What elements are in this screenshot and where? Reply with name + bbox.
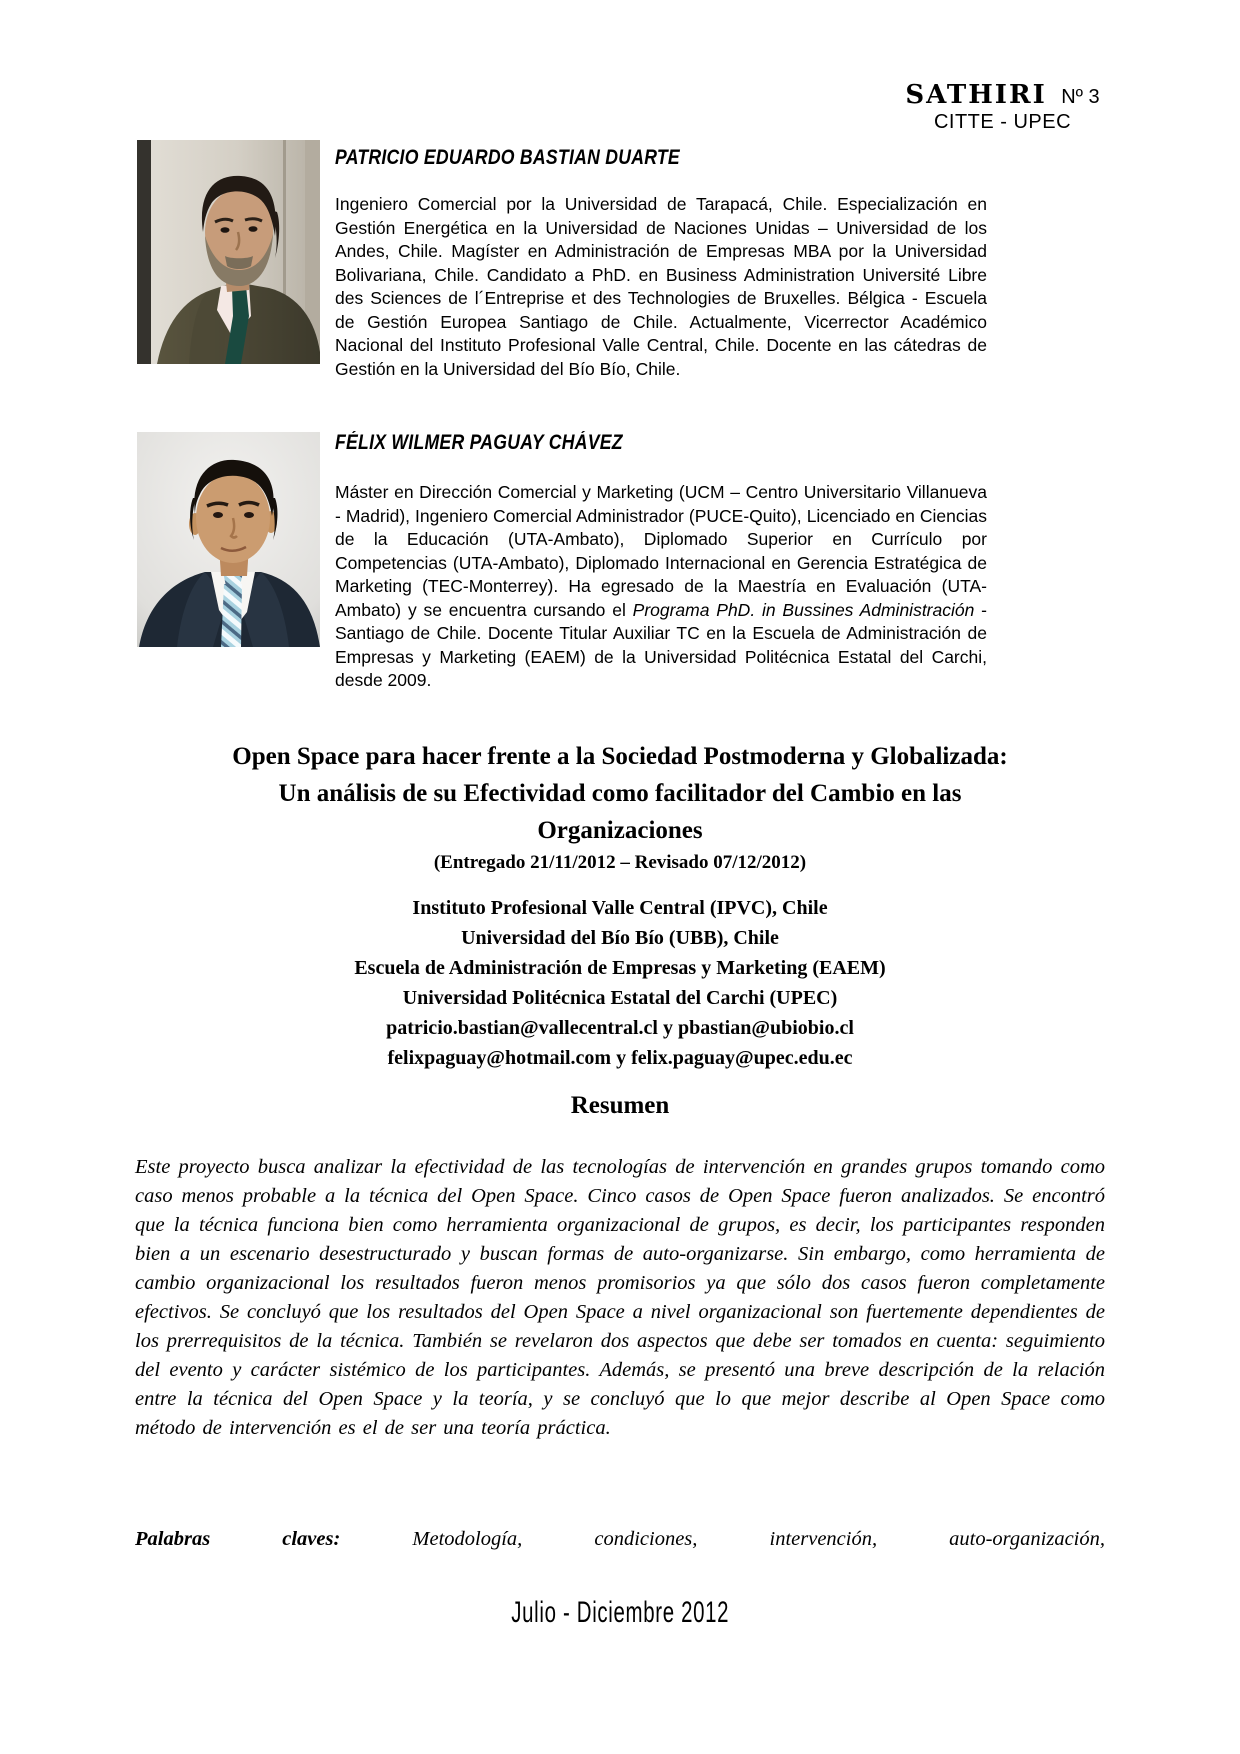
article-title-block [135,738,1105,874]
footer-issue-period: Julio - Diciembre 2012 [511,1596,729,1629]
portrait-man-navy-suit-striped-tie [137,432,320,647]
article-title-line3: Organizaciones [537,817,703,844]
bio-text-part1: Máster en Dirección Comercial y Marketing (UCM – Centro Universitario Villanueva - Madrid), Ingeniero Comercial Administrador (PUCE-Quito), Licenciado en Ciencias de la Educación (UTA-Ambato), Diplomado Superior en Currículo por Competencias (UTA-Ambato), Diplomado Internacional en Gerencia Estratégica de Marketing (TEC-Monterrey). Ha egresado de la Maestría en Evaluación (UTA-Ambato) y se encuentra cursando el [335,482,987,620]
affiliation-ubb: Universidad del Bío Bío (UBB), Chile [461,927,779,949]
article-title [135,738,1105,849]
page-footer [0,1596,1240,1630]
journal-masthead [900,80,1105,134]
affiliation-upec: Universidad Politécnica Estatal del Carchi (UPEC) [402,987,838,1009]
author-name-patricio: PATRICIO EDUARDO BASTIAN DUARTE [335,146,680,169]
affiliations-block [135,893,1105,1073]
keywords-line [135,1528,1105,1551]
abstract-heading: Resumen [570,1092,670,1119]
author-photo-felix [137,432,320,647]
author-photo-patricio [137,140,320,364]
keywords-label: Palabras claves: [135,1528,341,1550]
journal-issue-number: Nº 3 [1061,86,1100,108]
author-name-felix: FÉLIX WILMER PAGUAY CHÁVEZ [335,431,623,454]
keywords-text: Metodología, condiciones, intervención, auto-organización, [412,1528,1105,1550]
bio-text-part2: - Santiago de Chile. Docente Titular Auxiliar TC en la Escuela de Administración de Empresas y Marketing (EAEM) de la Universidad Politécnica Estatal del Carchi, desde 2009. [335,599,987,690]
journal-title-line [900,80,1105,110]
affiliation-eaem: Escuela de Administración de Empresas y Marketing (EAEM) [354,957,886,979]
submission-dates: (Entregado 21/11/2012 – Revisado 07/12/2012) [433,852,807,873]
author-bio-patricio: Ingeniero Comercial por la Universidad de Tarapacá, Chile. Especialización en Gestión Energética en la Universidad de Naciones Unidas – Universidad de los Andes, Chile. Magíster en Administración de Empresas MBA por la Universidad Bolivariana, Chile. Candidato a PhD. en Business Administration Université Libre des Sciences de l´Entreprise et des Technologies de Bruxelles. Bélgica - Escuela de Gestión Europea Santiago de Chile. Actualmente, Vicerrector Académico Nacional del Instituto Profesional Valle Central, Chile. Docente en las cátedras de Gestión en la Universidad del Bío Bío, Chile. [335,194,987,379]
article-title-line1: Open Space para hacer frente a la Sociedad Postmoderna y Globalizada: [232,743,1008,770]
abstract-text: Este proyecto busca analizar la efectividad de las tecnologías de intervención en grandes grupos tomando como caso menos probable a la técnica del Open Space. Cinco casos de Open Space fueron analizados. Se encontró que la técnica funciona bien como herramienta organizacional de grupos, es decir, los participantes responden bien a un escenario desestructurado y buscan formas de auto-organizarse. Sin embargo, como herramienta de cambio organizacional los resultados fueron menos promisorios ya que sólo dos casos fueron completamente efectivos. Se concluyó que los resultados del Open Space a nivel organizacional son fuertemente dependientes de los prerrequisitos de la técnica. También se revelaron dos aspectos que debe ser tomados en cuenta: seguimiento del evento y carácter sistémico de los participantes. Además, se presentó una breve descripción de la relación entre la técnica del Open Space y la teoría, y se concluyó que lo que mejor describe al Open Space como método de intervención es el de ser una teoría práctica. [135,1156,1105,1439]
affiliation-ipvc: Instituto Profesional Valle Central (IPVC), Chile [412,897,828,919]
author-emails-patricio: patricio.bastian@vallecentral.cl y pbastian@ubiobio.cl [386,1017,854,1039]
journal-name: SATHIRI [905,80,1047,110]
portrait-man-beard-green-suit [137,140,320,364]
bio-text-italic: Programa PhD. in Bussines Administración [632,599,975,620]
article-title-line2: Un análisis de su Efectividad como facilitador del Cambio en las [278,780,962,807]
author-bio-felix [335,481,987,693]
author-emails-felix: felixpaguay@hotmail.com y felix.paguay@upec.edu.ec [387,1047,853,1069]
journal-institution: CITTE - UPEC [933,111,1072,133]
